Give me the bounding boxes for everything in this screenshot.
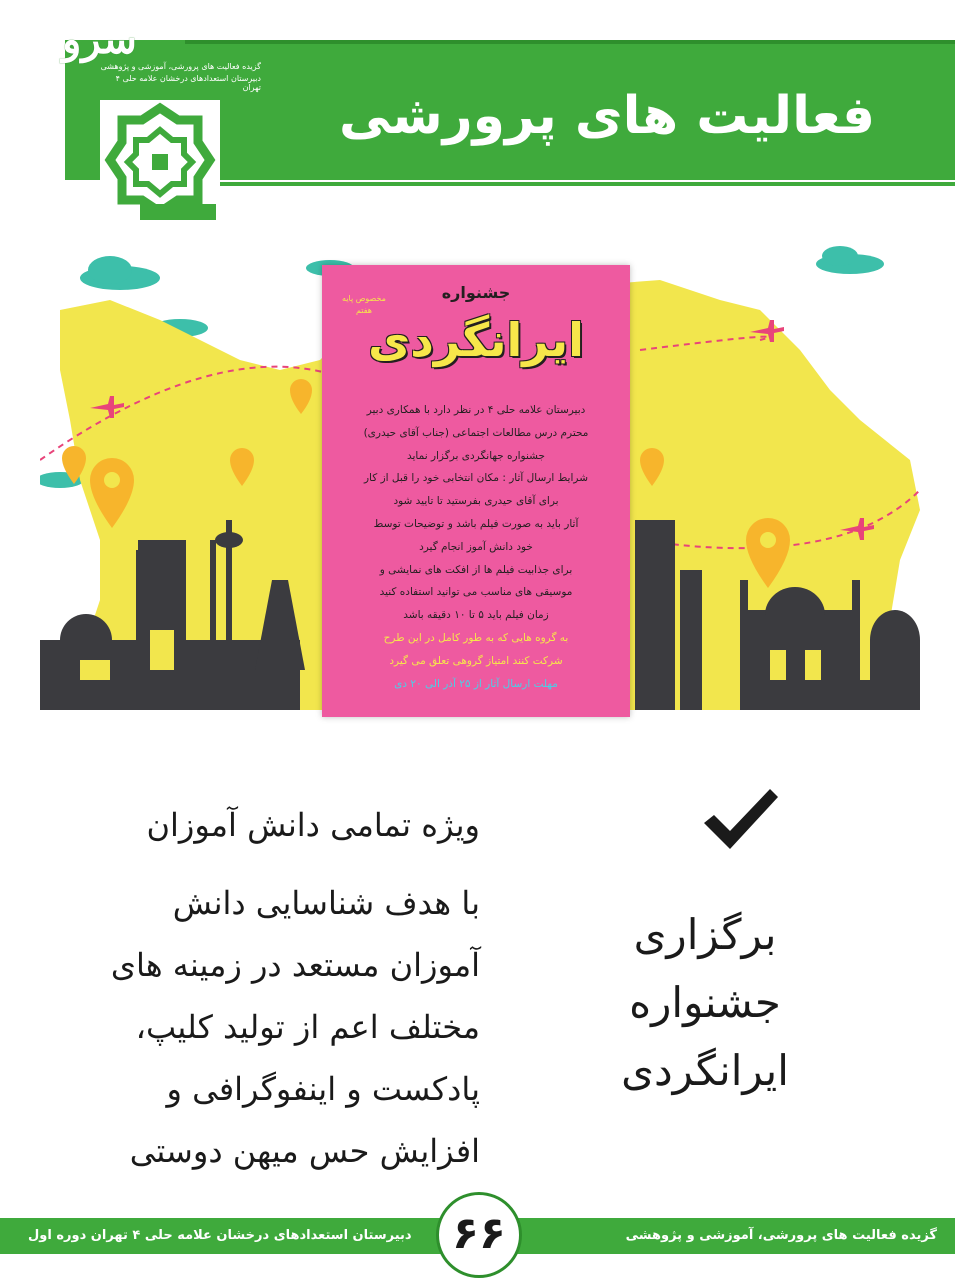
poster-special-note: مخصوص پایه هفتم bbox=[342, 294, 386, 315]
footer-publication-text: گزیده فعالیت های پرورشی، آموزشی و پژوهشی bbox=[625, 1228, 937, 1243]
event-title-line-1: برگزاری bbox=[633, 910, 777, 959]
poster-deadline: مهلت ارسال آثار از ۲۵ آذر الی ۲۰ دی bbox=[394, 677, 558, 690]
event-title-line-3: ایرانگردی bbox=[621, 1046, 789, 1095]
page-number: ۶۶ bbox=[452, 1208, 506, 1259]
poster-line: خود دانش آموز انجام گیرد bbox=[419, 540, 533, 553]
header-line-top bbox=[185, 40, 955, 44]
description-line-5: پادکست و اینفوگرافی و bbox=[166, 1070, 480, 1108]
poster-body bbox=[340, 399, 612, 695]
page-title: فعالیت های پرورشی bbox=[338, 86, 875, 146]
poster-line: زمان فیلم باید ۵ تا ۱۰ دقیقه باشد bbox=[403, 609, 549, 622]
description-line-4: مختلف اعم از تولید کلیپ، bbox=[135, 1008, 480, 1046]
header-line-bottom bbox=[185, 182, 955, 186]
festival-poster bbox=[322, 265, 630, 717]
brand-logo-text: سرو bbox=[62, 16, 137, 63]
school-emblem-icon bbox=[100, 100, 220, 230]
description-line-3: آموزان مستعد در زمینه های bbox=[110, 946, 480, 984]
poster-line: شرکت کنند امتیاز گروهی تعلق می گیرد bbox=[389, 654, 563, 667]
event-title-line-2: جشنواره bbox=[629, 978, 781, 1027]
footer-school-text: دبیرستان استعدادهای درخشان علامه حلی ۴ تهران دوره اول bbox=[28, 1228, 412, 1243]
description-line-2: با هدف شناسایی دانش bbox=[172, 884, 480, 922]
poster-line: جشنواره جهانگردی برگزار نماید bbox=[406, 449, 545, 462]
brand-subtitle-1: گزیده فعالیت های پرورشی، آموزشی و پژوهشی bbox=[100, 62, 261, 71]
description-line-6: افزایش حس میهن دوستی bbox=[129, 1132, 480, 1170]
poster-line: دبیرستان علامه حلی ۴ در نظر دارد با همکاری دبیر bbox=[366, 404, 586, 416]
checkmark-icon bbox=[700, 785, 780, 855]
brand-subtitle-2: دبیرستان استعدادهای درخشان علامه حلی ۴ تهران bbox=[115, 74, 261, 92]
description-line-1: ویژه تمامی دانش آموزان bbox=[146, 806, 480, 844]
poster-line: برای آقای حیدری بفرستید تا تایید شود bbox=[393, 495, 559, 508]
poster-line: به گروه هایی که به طور کامل در این طرح bbox=[383, 631, 569, 644]
poster-line: آثار باید به صورت فیلم باشد و توضیحات توسط bbox=[373, 517, 579, 530]
poster-line: برای جذابیت فیلم ها از افکت های نمایشی و bbox=[379, 563, 573, 576]
poster-line: موسیقی های مناسب می توانید استفاده کنید bbox=[379, 586, 573, 599]
poster-kicker: جشنواره bbox=[441, 283, 511, 302]
poster-line: شرایط ارسال آثار : مکان انتخابی خود را قبل از کار bbox=[363, 472, 588, 485]
poster-line: محترم درس مطالعات اجتماعی (جناب آقای حیدری) bbox=[363, 426, 589, 439]
poster-title: ایرانگردی bbox=[368, 313, 584, 367]
